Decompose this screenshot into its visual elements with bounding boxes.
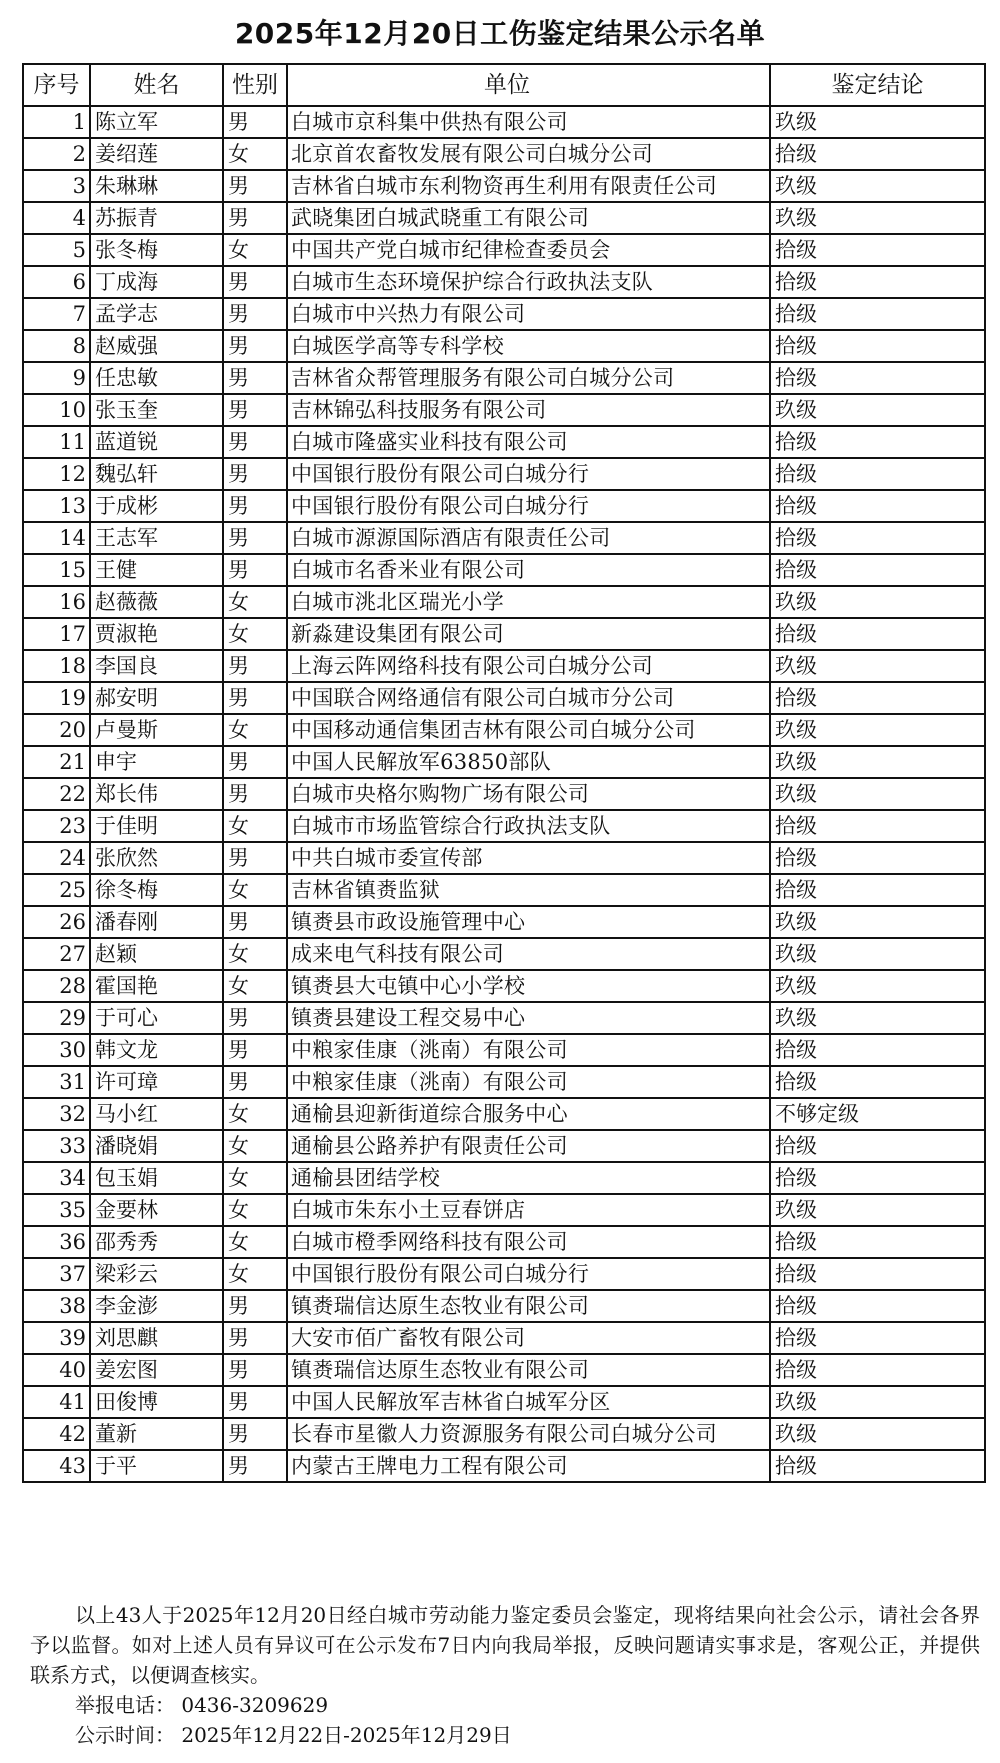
cell-unit: 吉林省镇赉监狱 xyxy=(287,874,770,906)
table-row xyxy=(23,266,985,298)
cell-unit: 白城市中兴热力有限公司 xyxy=(287,298,770,330)
cell-gender: 女 xyxy=(223,1194,287,1226)
cell-name: 许可璋 xyxy=(90,1066,223,1098)
table-row xyxy=(23,1002,985,1034)
cell-name: 于成彬 xyxy=(90,490,223,522)
table-row xyxy=(23,522,985,554)
cell-unit: 通榆县迎新街道综合服务中心 xyxy=(287,1098,770,1130)
cell-unit: 白城市央格尔购物广场有限公司 xyxy=(287,778,770,810)
cell-gender: 男 xyxy=(223,1002,287,1034)
table-row xyxy=(23,714,985,746)
cell-name: 赵威强 xyxy=(90,330,223,362)
cell-gender: 男 xyxy=(223,266,287,298)
cell-name: 包玉娟 xyxy=(90,1162,223,1194)
cell-unit: 中国人民解放军63850部队 xyxy=(287,746,770,778)
cell-name: 潘晓娟 xyxy=(90,1130,223,1162)
cell-index: 4 xyxy=(23,202,90,234)
table-row xyxy=(23,330,985,362)
cell-gender: 男 xyxy=(223,1322,287,1354)
cell-unit: 中国银行股份有限公司白城分行 xyxy=(287,490,770,522)
cell-gender: 男 xyxy=(223,458,287,490)
cell-result: 拾级 xyxy=(770,682,985,714)
column-header-name: 姓名 xyxy=(90,64,223,106)
cell-gender: 男 xyxy=(223,106,287,138)
cell-gender: 男 xyxy=(223,1066,287,1098)
cell-unit: 通榆县团结学校 xyxy=(287,1162,770,1194)
column-header-result: 鉴定结论 xyxy=(770,64,985,106)
cell-unit: 白城市生态环境保护综合行政执法支队 xyxy=(287,266,770,298)
cell-gender: 男 xyxy=(223,1418,287,1450)
cell-index: 35 xyxy=(23,1194,90,1226)
cell-unit: 白城市朱东小土豆春饼店 xyxy=(287,1194,770,1226)
cell-name: 孟学志 xyxy=(90,298,223,330)
cell-name: 贾淑艳 xyxy=(90,618,223,650)
cell-name: 赵薇薇 xyxy=(90,586,223,618)
cell-name: 姜绍莲 xyxy=(90,138,223,170)
cell-unit: 吉林省白城市东利物资再生利用有限责任公司 xyxy=(287,170,770,202)
cell-gender: 男 xyxy=(223,1450,287,1482)
cell-name: 张玉奎 xyxy=(90,394,223,426)
cell-gender: 男 xyxy=(223,202,287,234)
cell-unit: 镇赉县市政设施管理中心 xyxy=(287,906,770,938)
table-row xyxy=(23,1194,985,1226)
cell-index: 3 xyxy=(23,170,90,202)
cell-name: 马小红 xyxy=(90,1098,223,1130)
cell-unit: 中国移动通信集团吉林有限公司白城分公司 xyxy=(287,714,770,746)
cell-index: 41 xyxy=(23,1386,90,1418)
cell-name: 梁彩云 xyxy=(90,1258,223,1290)
cell-unit: 镇赉瑞信达原生态牧业有限公司 xyxy=(287,1290,770,1322)
cell-result: 拾级 xyxy=(770,1130,985,1162)
cell-index: 12 xyxy=(23,458,90,490)
cell-result: 玖级 xyxy=(770,906,985,938)
cell-result: 拾级 xyxy=(770,874,985,906)
table-row xyxy=(23,618,985,650)
table-row xyxy=(23,1258,985,1290)
cell-unit: 中粮家佳康（洮南）有限公司 xyxy=(287,1066,770,1098)
cell-gender: 男 xyxy=(223,170,287,202)
cell-index: 20 xyxy=(23,714,90,746)
cell-name: 申宇 xyxy=(90,746,223,778)
cell-index: 22 xyxy=(23,778,90,810)
cell-gender: 男 xyxy=(223,682,287,714)
cell-gender: 男 xyxy=(223,746,287,778)
column-header-gender: 性别 xyxy=(223,64,287,106)
table-row xyxy=(23,746,985,778)
cell-index: 37 xyxy=(23,1258,90,1290)
cell-unit: 成来电气科技有限公司 xyxy=(287,938,770,970)
cell-index: 27 xyxy=(23,938,90,970)
cell-unit: 吉林省众帮管理服务有限公司白城分公司 xyxy=(287,362,770,394)
cell-index: 31 xyxy=(23,1066,90,1098)
table-row xyxy=(23,106,985,138)
table-row xyxy=(23,1290,985,1322)
cell-index: 8 xyxy=(23,330,90,362)
cell-result: 拾级 xyxy=(770,234,985,266)
cell-name: 潘春刚 xyxy=(90,906,223,938)
cell-gender: 女 xyxy=(223,1258,287,1290)
cell-gender: 男 xyxy=(223,298,287,330)
cell-name: 姜宏图 xyxy=(90,1354,223,1386)
cell-result: 拾级 xyxy=(770,362,985,394)
cell-gender: 男 xyxy=(223,522,287,554)
cell-index: 17 xyxy=(23,618,90,650)
cell-gender: 女 xyxy=(223,714,287,746)
table-row xyxy=(23,298,985,330)
cell-index: 19 xyxy=(23,682,90,714)
cell-unit: 大安市佰广畜牧有限公司 xyxy=(287,1322,770,1354)
cell-index: 32 xyxy=(23,1098,90,1130)
cell-name: 苏振青 xyxy=(90,202,223,234)
cell-result: 玖级 xyxy=(770,938,985,970)
cell-result: 拾级 xyxy=(770,1354,985,1386)
cell-index: 42 xyxy=(23,1418,90,1450)
cell-unit: 通榆县公路养护有限责任公司 xyxy=(287,1130,770,1162)
cell-gender: 女 xyxy=(223,234,287,266)
cell-result: 拾级 xyxy=(770,1034,985,1066)
table-row xyxy=(23,874,985,906)
table-row xyxy=(23,586,985,618)
cell-index: 28 xyxy=(23,970,90,1002)
table-row xyxy=(23,1066,985,1098)
cell-name: 李金澎 xyxy=(90,1290,223,1322)
cell-result: 玖级 xyxy=(770,202,985,234)
cell-name: 任忠敏 xyxy=(90,362,223,394)
cell-result: 玖级 xyxy=(770,1386,985,1418)
cell-gender: 男 xyxy=(223,1354,287,1386)
cell-result: 玖级 xyxy=(770,1194,985,1226)
cell-gender: 男 xyxy=(223,330,287,362)
table-row xyxy=(23,170,985,202)
table-row xyxy=(23,138,985,170)
cell-index: 1 xyxy=(23,106,90,138)
column-header-unit: 单位 xyxy=(287,64,770,106)
cell-name: 魏弘轩 xyxy=(90,458,223,490)
cell-unit: 内蒙古王牌电力工程有限公司 xyxy=(287,1450,770,1482)
cell-name: 陈立军 xyxy=(90,106,223,138)
cell-index: 18 xyxy=(23,650,90,682)
cell-gender: 女 xyxy=(223,1162,287,1194)
cell-name: 田俊博 xyxy=(90,1386,223,1418)
cell-name: 王健 xyxy=(90,554,223,586)
table-row xyxy=(23,554,985,586)
cell-name: 蓝道锐 xyxy=(90,426,223,458)
table-row xyxy=(23,1418,985,1450)
cell-unit: 新淼建设集团有限公司 xyxy=(287,618,770,650)
cell-gender: 女 xyxy=(223,970,287,1002)
cell-result: 玖级 xyxy=(770,714,985,746)
cell-name: 郝安明 xyxy=(90,682,223,714)
cell-result: 拾级 xyxy=(770,426,985,458)
cell-index: 2 xyxy=(23,138,90,170)
cell-result: 玖级 xyxy=(770,394,985,426)
cell-unit: 镇赉瑞信达原生态牧业有限公司 xyxy=(287,1354,770,1386)
cell-index: 36 xyxy=(23,1226,90,1258)
cell-result: 拾级 xyxy=(770,330,985,362)
cell-result: 不够定级 xyxy=(770,1098,985,1130)
cell-name: 于平 xyxy=(90,1450,223,1482)
cell-index: 9 xyxy=(23,362,90,394)
cell-index: 10 xyxy=(23,394,90,426)
cell-unit: 中国银行股份有限公司白城分行 xyxy=(287,1258,770,1290)
cell-name: 霍国艳 xyxy=(90,970,223,1002)
table-row xyxy=(23,1162,985,1194)
cell-name: 丁成海 xyxy=(90,266,223,298)
cell-result: 拾级 xyxy=(770,1450,985,1482)
cell-name: 朱琳琳 xyxy=(90,170,223,202)
cell-unit: 中粮家佳康（洮南）有限公司 xyxy=(287,1034,770,1066)
cell-gender: 男 xyxy=(223,554,287,586)
cell-index: 26 xyxy=(23,906,90,938)
cell-index: 30 xyxy=(23,1034,90,1066)
table-row xyxy=(23,426,985,458)
cell-result: 玖级 xyxy=(770,1418,985,1450)
cell-unit: 中国人民解放军吉林省白城军分区 xyxy=(287,1386,770,1418)
cell-result: 玖级 xyxy=(770,170,985,202)
cell-unit: 武晓集团白城武晓重工有限公司 xyxy=(287,202,770,234)
table-row xyxy=(23,1034,985,1066)
cell-gender: 女 xyxy=(223,586,287,618)
cell-gender: 男 xyxy=(223,1034,287,1066)
cell-index: 43 xyxy=(23,1450,90,1482)
cell-gender: 女 xyxy=(223,1226,287,1258)
cell-name: 郑长伟 xyxy=(90,778,223,810)
cell-unit: 白城市隆盛实业科技有限公司 xyxy=(287,426,770,458)
table-header xyxy=(23,64,985,106)
table-row xyxy=(23,1226,985,1258)
cell-result: 拾级 xyxy=(770,138,985,170)
table-row xyxy=(23,362,985,394)
cell-unit: 中国银行股份有限公司白城分行 xyxy=(287,458,770,490)
cell-result: 玖级 xyxy=(770,1002,985,1034)
cell-index: 15 xyxy=(23,554,90,586)
notice-body: 以上43人于2025年12月20日经白城市劳动能力鉴定委员会鉴定，现将结果向社会公示，请社会各界予以监督。如对上述人员有异议可在公示发布7日内向我局举报，反映问题请实事求是，客观公正，并提供联系方式，以便调查核实。 xyxy=(30,1603,980,1687)
cell-unit: 白城市橙季网络科技有限公司 xyxy=(287,1226,770,1258)
cell-result: 拾级 xyxy=(770,298,985,330)
cell-result: 拾级 xyxy=(770,618,985,650)
cell-index: 23 xyxy=(23,810,90,842)
table-row xyxy=(23,970,985,1002)
cell-unit: 白城市京科集中供热有限公司 xyxy=(287,106,770,138)
cell-unit: 白城市市场监管综合行政执法支队 xyxy=(287,810,770,842)
cell-result: 拾级 xyxy=(770,810,985,842)
cell-index: 39 xyxy=(23,1322,90,1354)
table-row xyxy=(23,234,985,266)
cell-name: 张欣然 xyxy=(90,842,223,874)
cell-result: 拾级 xyxy=(770,522,985,554)
cell-unit: 镇赉县建设工程交易中心 xyxy=(287,1002,770,1034)
cell-name: 徐冬梅 xyxy=(90,874,223,906)
cell-index: 6 xyxy=(23,266,90,298)
cell-index: 5 xyxy=(23,234,90,266)
cell-result: 玖级 xyxy=(770,650,985,682)
table-body xyxy=(23,106,985,1482)
table-row xyxy=(23,1386,985,1418)
cell-name: 卢曼斯 xyxy=(90,714,223,746)
cell-name: 李国良 xyxy=(90,650,223,682)
column-header-index: 序号 xyxy=(23,64,90,106)
header-row xyxy=(23,64,985,106)
table-row xyxy=(23,778,985,810)
cell-unit: 中国共产党白城市纪律检查委员会 xyxy=(287,234,770,266)
table-row xyxy=(23,1130,985,1162)
cell-gender: 女 xyxy=(223,1098,287,1130)
cell-unit: 上海云阵网络科技有限公司白城分公司 xyxy=(287,650,770,682)
cell-result: 拾级 xyxy=(770,458,985,490)
cell-result: 拾级 xyxy=(770,842,985,874)
table-row xyxy=(23,682,985,714)
cell-index: 29 xyxy=(23,1002,90,1034)
cell-gender: 男 xyxy=(223,650,287,682)
cell-gender: 男 xyxy=(223,490,287,522)
cell-name: 于可心 xyxy=(90,1002,223,1034)
cell-gender: 女 xyxy=(223,874,287,906)
cell-gender: 女 xyxy=(223,938,287,970)
cell-gender: 男 xyxy=(223,1290,287,1322)
table-row xyxy=(23,490,985,522)
table-row xyxy=(23,202,985,234)
cell-name: 韩文龙 xyxy=(90,1034,223,1066)
table-row xyxy=(23,458,985,490)
cell-unit: 中共白城市委宣传部 xyxy=(287,842,770,874)
cell-result: 拾级 xyxy=(770,1162,985,1194)
cell-name: 金要林 xyxy=(90,1194,223,1226)
cell-index: 38 xyxy=(23,1290,90,1322)
cell-name: 刘思麒 xyxy=(90,1322,223,1354)
cell-index: 16 xyxy=(23,586,90,618)
cell-index: 24 xyxy=(23,842,90,874)
notice-period: 公示时间： 2025年12月22日-2025年12月29日 xyxy=(75,1723,512,1747)
cell-gender: 男 xyxy=(223,1386,287,1418)
table-row xyxy=(23,1354,985,1386)
cell-result: 拾级 xyxy=(770,1290,985,1322)
cell-unit: 白城市源源国际酒店有限责任公司 xyxy=(287,522,770,554)
cell-unit: 长春市星徽人力资源服务有限公司白城分公司 xyxy=(287,1418,770,1450)
cell-result: 拾级 xyxy=(770,266,985,298)
cell-unit: 中国联合网络通信有限公司白城市分公司 xyxy=(287,682,770,714)
cell-gender: 男 xyxy=(223,778,287,810)
cell-gender: 男 xyxy=(223,394,287,426)
cell-index: 40 xyxy=(23,1354,90,1386)
cell-result: 拾级 xyxy=(770,1258,985,1290)
cell-gender: 女 xyxy=(223,810,287,842)
cell-name: 赵颖 xyxy=(90,938,223,970)
cell-result: 玖级 xyxy=(770,778,985,810)
cell-index: 33 xyxy=(23,1130,90,1162)
report-hotline: 举报电话： 0436-3209629 xyxy=(75,1693,329,1717)
cell-unit: 白城医学高等专科学校 xyxy=(287,330,770,362)
cell-name: 邵秀秀 xyxy=(90,1226,223,1258)
cell-gender: 男 xyxy=(223,426,287,458)
cell-result: 玖级 xyxy=(770,970,985,1002)
cell-result: 玖级 xyxy=(770,106,985,138)
cell-gender: 男 xyxy=(223,362,287,394)
table-row xyxy=(23,938,985,970)
cell-gender: 男 xyxy=(223,906,287,938)
cell-gender: 女 xyxy=(223,618,287,650)
cell-result: 玖级 xyxy=(770,746,985,778)
cell-name: 张冬梅 xyxy=(90,234,223,266)
cell-index: 34 xyxy=(23,1162,90,1194)
cell-index: 7 xyxy=(23,298,90,330)
cell-gender: 女 xyxy=(223,138,287,170)
table-row xyxy=(23,1098,985,1130)
cell-result: 拾级 xyxy=(770,554,985,586)
table-row xyxy=(23,1450,985,1482)
cell-index: 25 xyxy=(23,874,90,906)
cell-result: 玖级 xyxy=(770,586,985,618)
cell-result: 拾级 xyxy=(770,490,985,522)
cell-gender: 男 xyxy=(223,842,287,874)
cell-index: 14 xyxy=(23,522,90,554)
page-title: 2025年12月20日工伤鉴定结果公示名单 xyxy=(234,17,766,50)
cell-unit: 白城市洮北区瑞光小学 xyxy=(287,586,770,618)
cell-unit: 吉林锦弘科技服务有限公司 xyxy=(287,394,770,426)
notice-block xyxy=(30,1600,980,1750)
cell-result: 拾级 xyxy=(770,1066,985,1098)
cell-result: 拾级 xyxy=(770,1226,985,1258)
table-row xyxy=(23,906,985,938)
cell-unit: 北京首农畜牧发展有限公司白城分公司 xyxy=(287,138,770,170)
cell-result: 拾级 xyxy=(770,1322,985,1354)
table-row xyxy=(23,1322,985,1354)
table-row xyxy=(23,810,985,842)
table-row xyxy=(23,650,985,682)
cell-name: 于佳明 xyxy=(90,810,223,842)
cell-index: 13 xyxy=(23,490,90,522)
cell-unit: 镇赉县大屯镇中心小学校 xyxy=(287,970,770,1002)
cell-gender: 女 xyxy=(223,1130,287,1162)
table-row xyxy=(23,842,985,874)
results-table xyxy=(22,63,986,1483)
cell-name: 王志军 xyxy=(90,522,223,554)
cell-index: 11 xyxy=(23,426,90,458)
cell-unit: 白城市名香米业有限公司 xyxy=(287,554,770,586)
table-row xyxy=(23,394,985,426)
cell-index: 21 xyxy=(23,746,90,778)
cell-name: 董新 xyxy=(90,1418,223,1450)
